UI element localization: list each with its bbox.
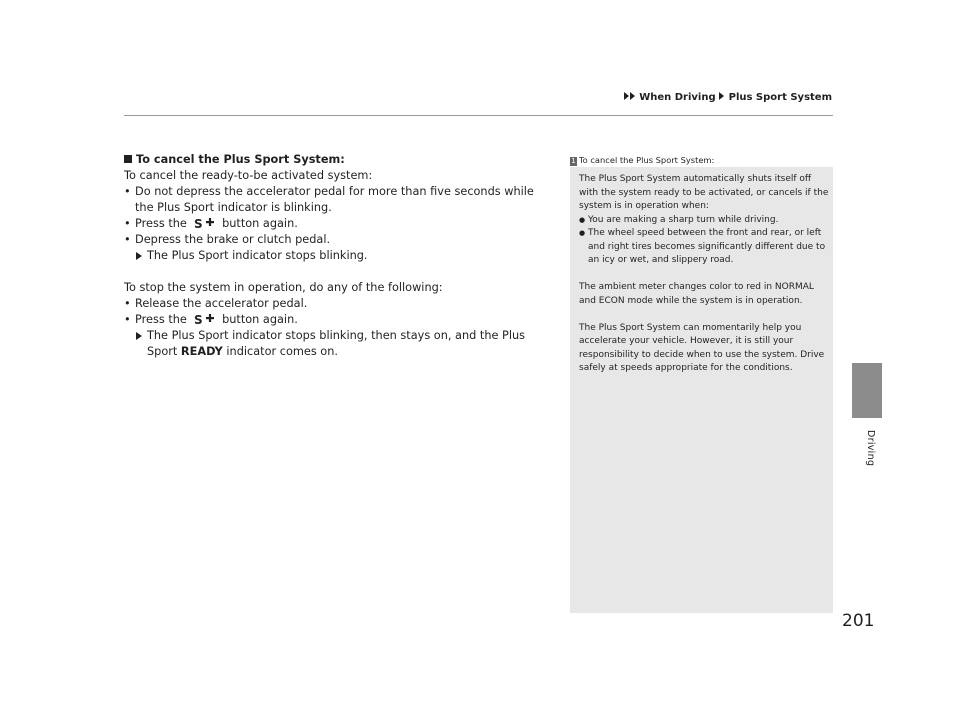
breadcrumb-arrow-icon [624, 92, 629, 100]
result-text: indicator comes on. [226, 345, 338, 358]
svg-text:S: S [194, 217, 204, 229]
list-item-text: button again. [222, 217, 298, 230]
result-item [124, 328, 554, 360]
breadcrumb [624, 92, 832, 103]
breadcrumb-plus-sport-system[interactable]: Plus Sport System [728, 92, 832, 103]
result-text: The Plus Sport indicator stops blinking, then stays on, and the Plus Sport [147, 329, 526, 358]
result-arrow-icon [136, 332, 142, 340]
sidebar-body [579, 173, 829, 376]
list-item-text: Press the [135, 313, 187, 326]
section-tab-label: Driving [865, 430, 876, 467]
result-item [124, 248, 554, 264]
list-item: • Do not depress the accelerator pedal for more than five seconds while the Plus Sport indicator is blinking. [124, 184, 554, 216]
breadcrumb-arrow-icon [719, 92, 724, 100]
list-item [124, 312, 554, 328]
list-item: • Release the accelerator pedal. [124, 296, 554, 312]
plus-sport-button-icon [193, 217, 215, 229]
result-arrow-icon [136, 252, 142, 260]
sidebar-list-item: ● You are making a sharp turn while driving. [579, 214, 829, 228]
section-heading-text: To cancel the Plus Sport System: [136, 153, 345, 166]
section-heading [124, 152, 554, 168]
sidebar-title-text: To cancel the Plus Sport System: [579, 155, 715, 165]
sidebar-paragraph: The ambient meter changes color to red in NORMAL and ECON mode while the system is in operation. [579, 282, 814, 306]
ready-indicator-label: READY [180, 345, 223, 358]
main-content [124, 152, 554, 360]
sidebar-title [570, 153, 833, 167]
cancel-intro: To cancel the ready-to-be activated system: [124, 169, 373, 182]
sidebar-paragraph: The Plus Sport System automatically shuts itself off with the system ready to be activated, or cancels if the system is in operation when: [579, 174, 829, 211]
header-divider [124, 115, 833, 116]
list-item-text: Press the [135, 217, 187, 230]
note-number-badge: 1 [571, 157, 576, 165]
result-text: The Plus Sport indicator stops blinking. [147, 249, 368, 262]
page-number: 201 [842, 611, 875, 631]
section-tab-marker [852, 363, 882, 418]
plus-sport-button-icon [193, 313, 215, 325]
stop-intro: To stop the system in operation, do any of the following: [124, 281, 443, 294]
sidebar-paragraph: The Plus Sport System can momentarily help you accelerate your vehicle. However, it is still your responsibility to decide when to use the system. Drive safely at speeds appropriate for the conditions. [579, 322, 825, 373]
breadcrumb-when-driving[interactable]: When Driving [639, 92, 716, 103]
list-item: • Depress the brake or clutch pedal. [124, 232, 554, 248]
sidebar-note [570, 153, 833, 613]
sidebar-list-item: ● The wheel speed between the front and rear, or left and right tires becomes significantly different due to an icy or wet, and slippery road. [579, 227, 829, 268]
breadcrumb-arrow-icon [630, 92, 635, 100]
svg-text:S: S [194, 313, 204, 325]
list-item-text: button again. [222, 313, 298, 326]
list-item [124, 216, 554, 232]
square-bullet-icon [124, 155, 132, 163]
